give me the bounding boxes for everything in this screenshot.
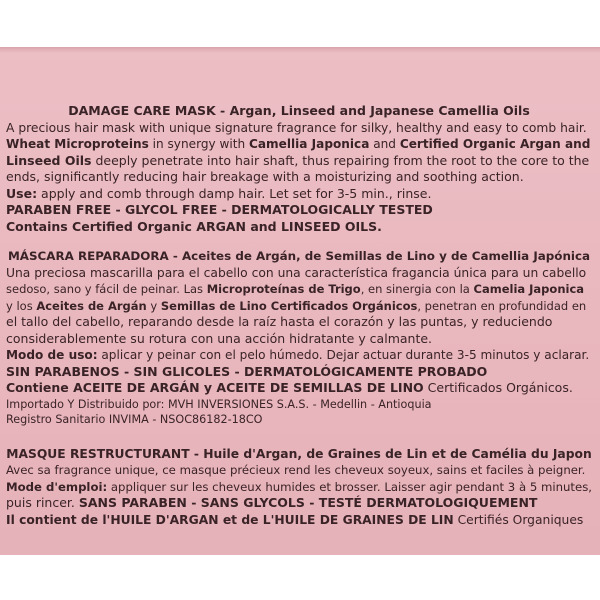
french-section — [6, 446, 592, 529]
certified-organic-text: Certified Organic Argan and — [399, 137, 591, 151]
modo-de-uso-text: aplicar y peinar con el pelo húmedo. Dejar actuar durante 3-5 minutos y aclarar. — [97, 348, 590, 362]
spanish-line-3-end: , penetran en profundidad en — [417, 298, 587, 313]
english-usage-line — [6, 186, 592, 203]
english-line-2-text: in synergy with — [148, 137, 250, 151]
english-free-from-line: PARABEN FREE - GLYCOL FREE - DERMATOLOGICALLY TESTED — [6, 202, 433, 217]
camelia-japonica-text: Camelia Japonica — [473, 282, 585, 296]
modo-de-uso-label: Modo de uso: — [6, 348, 98, 362]
english-contains-line: Contains Certified Organic ARGAN and LINSEED OILS. — [6, 218, 382, 234]
english-line-4: ends, significantly reducing hair breakage with a moisturizing and soothing action. — [6, 169, 524, 184]
mode-emploi-text: appliquer sur les cheveux humides et brosser. Laisser agir pendant 3 à 5 minutes, — [107, 479, 592, 494]
spanish-title: MÁSCARA REPARADORA - Aceites de Argán, de Semillas de Lino y de Camellia Japónica — [7, 249, 591, 263]
use-text: apply and comb through damp hair. Let set for 3-5 min., rinse. — [37, 185, 432, 201]
spanish-line-3 — [6, 298, 592, 315]
spanish-section — [6, 248, 592, 397]
semillas-lino-text: Semillas de Lino Certificados Orgánicos — [160, 298, 418, 313]
french-line-1: Avec sa fragrance unique, ce masque précieux rend les cheveux soyeux, sains et faciles à peigner. — [6, 463, 586, 477]
spanish-contains-line — [6, 380, 592, 397]
french-contains-line — [6, 512, 592, 529]
spanish-line-2-mid: , en sinergia con la — [360, 282, 474, 296]
spanish-line-2 — [6, 281, 592, 298]
spanish-line-3-y: y — [146, 298, 161, 313]
importer-section — [6, 397, 592, 428]
french-contains-rest: Certifiés Organiques — [453, 512, 584, 527]
french-title: MASQUE RESTRUCTURANT - Huile d'Argan, de Graines de Lin et de Camélia du Japon — [6, 446, 592, 461]
product-label-panel — [0, 47, 600, 555]
french-line-3 — [6, 495, 592, 512]
mode-emploi-label: Mode d'emploi: — [6, 479, 108, 494]
linseed-oils-text: Linseed Oils — [6, 152, 92, 168]
microproteinas-text: Microproteínas de Trigo — [206, 282, 361, 296]
wheat-microproteins-text: Wheat Microproteins — [6, 137, 149, 151]
english-line-1: A precious hair mask with unique signature fragrance for silky, healthy and easy to comb hair. — [6, 120, 587, 135]
aceites-argan-text: Aceites de Argán — [36, 298, 147, 313]
spanish-line-1: Una preciosa mascarilla para el cabello con una característica fragancia única para un cabello — [6, 265, 587, 280]
french-contains-bold: Il contient de l'HUILE D'ARGAN et de L'HUILE DE GRAINES DE LIN — [6, 512, 454, 527]
registration-line: Registro Sanitario INVIMA - NSOC86182-18CO — [6, 413, 263, 426]
spanish-line-3-start: y los — [6, 298, 37, 313]
use-label: Use: — [6, 185, 38, 201]
puis-rincer-text: puis rincer. — [6, 495, 79, 510]
camellia-japonica-text: Camellia Japonica — [249, 137, 370, 151]
english-line-2-and: and — [369, 137, 400, 151]
spanish-contains-bold: Contiene ACEITE DE ARGÁN y ACEITE DE SEMILLAS DE LINO — [6, 380, 424, 395]
french-free-from-text: SANS PARABEN - SANS GLYCOLS - TESTÉ DERMATOLOGIQUEMENT — [78, 495, 538, 510]
english-line-2 — [6, 136, 592, 153]
english-title: DAMAGE CARE MASK - Argan, Linseed and Japanese Camellia Oils — [68, 103, 530, 118]
english-section — [6, 103, 592, 235]
english-line-3 — [6, 153, 592, 170]
spanish-contains-rest: Certificados Orgánicos. — [423, 380, 573, 395]
spanish-line-4: el tallo del cabello, reparando desde la raíz hasta el corazón y las puntas, y reduciendo — [6, 314, 553, 329]
spanish-line-5: considerablemente su rotura con una acción hidratante y calmante. — [6, 330, 433, 346]
spanish-usage-line — [6, 347, 592, 364]
spanish-free-from-line: SIN PARABENOS - SIN GLICOLES - DERMATOLÓGICAMENTE PROBADO — [6, 363, 488, 379]
spanish-line-2-text: sedoso, sano y fácil de peinar. Las — [6, 282, 207, 296]
french-usage-line — [6, 479, 592, 496]
importer-line: Importado Y Distribuido por: MVH INVERSIONES S.A.S. - Medellin - Antioquia — [6, 397, 432, 411]
english-line-3-text: deeply penetrate into hair shaft, thus repairing from the root to the core to the — [91, 152, 590, 168]
